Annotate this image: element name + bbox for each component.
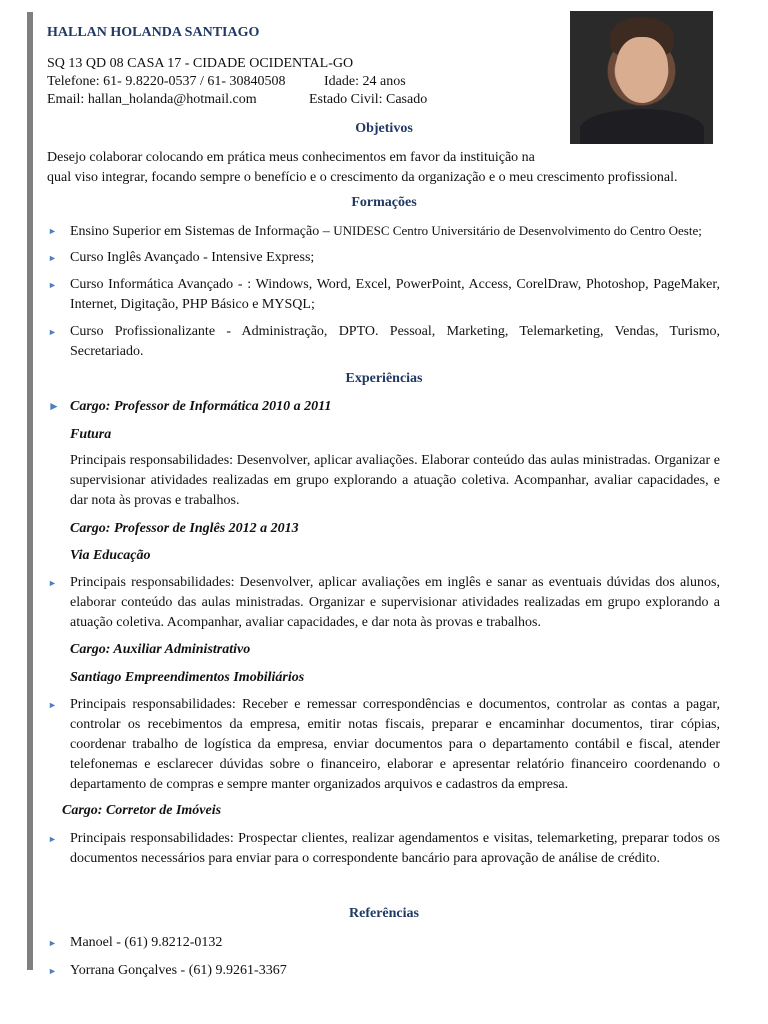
job-description: Principais responsabilidades: Prospectar clientes, realizar agendamentos e visitas, telemarketing, preparar todos os documentos necessários para enviar para o correspondente bancário para aprovação de análise de crédito. bbox=[70, 831, 720, 866]
photo-face bbox=[616, 37, 668, 103]
bullet-icon: ► bbox=[48, 834, 57, 844]
formacao-item: Curso Profissionalizante - Administração, DPTO. Pessoal, Marketing, Telemarketing, Vendas, Turismo, Secretariado. bbox=[70, 324, 720, 359]
marital-status: Estado Civil: Casado bbox=[309, 92, 428, 107]
bullet-icon: ► bbox=[48, 399, 60, 413]
job-description: Principais responsabilidades: Receber e remessar correspondências e documentos, controlar as contas a pagar, controlar os recebimentos da empresa, emitir notas fiscais, preparar e encaminhar documentos, tirar cópias, coordenar trabalho de logística da empresa, enviar documentos para o departamento contábil e fiscal, atender telefonemas e esclarecer dúvidas sobre o financeiro, elaborar e apresentar relatório financeiro coordenando o departamento de compras e sempre manter organizados arquivos e cadastros da empresa. bbox=[70, 697, 720, 792]
objective-line-2: qual viso integrar, focando sempre o benefício e o crescimento da organização e o meu crescimento profissional. bbox=[47, 170, 678, 185]
job-title: Cargo: Corretor de Imóveis bbox=[62, 803, 222, 818]
bullet-icon: ► bbox=[48, 578, 57, 588]
reference-item: Yorrana Gonçalves - (61) 9.9261-3367 bbox=[70, 963, 287, 978]
phone: Telefone: 61- 9.8220-0537 / 61- 30840508 bbox=[47, 74, 286, 89]
bullet-icon: ► bbox=[48, 226, 57, 236]
candidate-name: HALLAN HOLANDA SANTIAGO bbox=[47, 25, 260, 40]
address: SQ 13 QD 08 CASA 17 - CIDADE OCIDENTAL-GO bbox=[47, 56, 354, 71]
job-company: Santiago Empreendimentos Imobiliários bbox=[70, 670, 305, 685]
job-description: Principais responsabilidades: Desenvolver, aplicar avaliações em inglês e sanar as eventuais dúvidas dos alunos, elaborar conteúdo das aulas ministradas. Organizar e supervisionar atividades realizadas em grupo explorando a atuação coletiva. Acompanhar, avaliar capacidades, e dar nota às provas e trabalhos. bbox=[70, 575, 720, 630]
bullet-icon: ► bbox=[48, 938, 57, 948]
job-description: Principais responsabilidades: Desenvolver, aplicar avaliações. Elaborar conteúdo das aulas ministradas. Organizar e supervisionar atividades realizadas em grupo explorando a atuação coletiva. Acompanhar, avaliar capacidades, e dar nota às provas e trabalhos. bbox=[70, 453, 720, 508]
job-title: Cargo: Professor de Inglês 2012 a 2013 bbox=[70, 521, 299, 536]
objective-line-1: Desejo colaborar colocando em prática meus conhecimentos em favor da instituição na bbox=[47, 150, 535, 165]
bullet-icon: ► bbox=[48, 280, 57, 290]
job-title: Cargo: Auxiliar Administrativo bbox=[70, 642, 251, 657]
bullet-icon: ► bbox=[48, 700, 57, 710]
reference-item: Manoel - (61) 9.8212-0132 bbox=[70, 935, 223, 950]
formacao-item bbox=[70, 221, 720, 242]
section-title-experiencias: Experiências bbox=[345, 371, 423, 386]
bullet-icon: ► bbox=[48, 327, 57, 337]
age: Idade: 24 anos bbox=[324, 74, 406, 89]
job-title: Cargo: Professor de Informática 2010 a 2011 bbox=[70, 399, 332, 414]
section-title-formacoes: Formações bbox=[351, 195, 417, 210]
formacao-item-institution: UNIDESC Centro Universitário de Desenvolvimento do Centro Oeste; bbox=[333, 223, 702, 238]
formacao-item: Curso Inglês Avançado - Intensive Express; bbox=[70, 250, 315, 265]
job-company: Via Educação bbox=[70, 548, 151, 563]
email: Email: hallan_holanda@hotmail.com bbox=[47, 92, 257, 107]
section-title-referencias: Referências bbox=[349, 906, 419, 921]
left-accent-bar bbox=[27, 12, 33, 970]
bullet-icon: ► bbox=[48, 966, 57, 976]
formacao-item-text: Ensino Superior em Sistemas de Informação – bbox=[70, 224, 334, 239]
job-company: Futura bbox=[70, 427, 112, 442]
section-title-objetivos: Objetivos bbox=[355, 121, 413, 136]
bullet-icon: ► bbox=[48, 253, 57, 263]
formacao-item: Curso Informática Avançado - : Windows, Word, Excel, PowerPoint, Access, CorelDraw, Photoshop, PageMaker, Internet, Digitação, PHP Básico e MYSQL; bbox=[70, 277, 720, 312]
